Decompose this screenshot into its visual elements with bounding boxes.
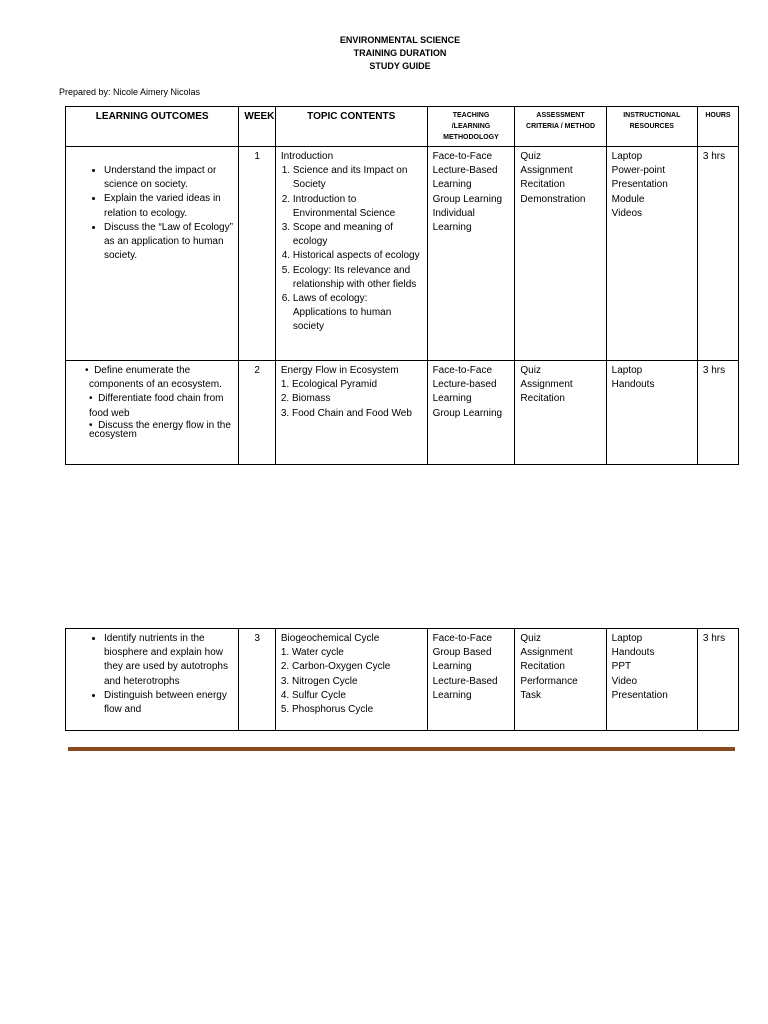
header-assessment: ASSESSMENT CRITERIA / METHOD [515,107,606,147]
topic-contents-cell [275,361,427,465]
assessment-item: Quiz [520,633,541,644]
footer-divider [68,747,735,751]
resources-cell [606,361,697,465]
topic-contents-cell [275,147,427,361]
table-row [66,361,739,465]
header-hours: HOURS [697,107,738,147]
table-row [66,147,739,361]
methodology-cell [427,629,515,731]
assessment-item: Recitation [520,393,565,405]
resource-item: Power-point Presentation [611,165,668,191]
learning-outcomes-cell [66,147,239,361]
outcome-item: • Differentiate food chain from food web [89,392,233,420]
methodology-cell [427,147,515,361]
outcome-item: • Explain the varied ideas in relation to ecology. [104,192,233,220]
method-item: Face-to-Face [432,151,493,162]
prepared-by: Prepared by: Nicole Aimery Nicolas [59,87,201,97]
resources-cell [606,629,697,731]
assessment-item: Assignment [520,165,573,177]
hours-cell: 3 hrs [697,361,738,465]
topic-item: 6. Laws of ecology: Applications to human society [293,292,422,335]
method-item: Group Based Learning [432,647,492,673]
resource-item: Module [611,193,645,205]
assessment-item: Quiz [520,151,541,162]
header-learning-outcomes: LEARNING OUTCOMES [66,107,239,147]
assessment-item: Assignment [520,647,573,659]
topic-item: 3. Scope and meaning of ecology [293,221,422,249]
method-item: Individual Learning [432,207,475,234]
table-row [66,629,739,731]
week-cell: 2 [239,361,276,465]
week-cell: 3 [239,629,276,731]
assessment-cell [515,361,606,465]
week-cell: 1 [239,147,276,361]
assessment-cell [515,629,606,731]
outcome-item: • Discuss the “Law of Ecology” as an application to human society. [104,221,233,264]
topic-item: 5. Ecology: Its relevance and relationship with other fields [293,264,422,292]
resource-item: PPT [611,661,632,673]
assessment-item: Performance Task [520,675,578,701]
outcome-item: • Discuss the energy flow in the ecosystem [89,421,233,439]
resource-item: Laptop [611,633,643,644]
method-item: Lecture-Based Learning [432,675,498,701]
topic-item: 1. Water cycle [280,647,344,659]
topic-item: 4. Historical aspects of ecology [293,249,422,263]
outcome-item: • Identify nutrients in the biosphere and explain how they are used by autotrophs and heterotrophs [104,632,233,689]
resources-cell [606,147,697,361]
resource-item: Video Presentation [611,675,668,701]
method-item: Face-to-Face [432,365,493,376]
learning-outcomes-cell [66,629,239,731]
resource-item: Handouts [611,647,655,659]
topic-item: 1. Ecological Pyramid [280,379,378,391]
method-item: Lecture-Based Learning [432,165,498,191]
resource-item: Laptop [611,151,643,162]
header-week: WEEK [239,107,276,147]
topic-item: 4. Sulfur Cycle [280,689,346,701]
topic-item: 1. Science and its Impact on Society [293,164,422,192]
assessment-item: Assignment [520,379,573,391]
topic-item: 3. Food Chain and Food Web [280,407,412,419]
hours-cell: 3 hrs [697,629,738,731]
topic-item: 5. Phosphorus Cycle [280,704,374,716]
document-title [0,34,768,73]
assessment-item: Recitation [520,179,565,191]
assessment-item: Recitation [520,661,565,673]
method-item: Face-to-Face [432,633,493,644]
topic-item: 2. Biomass [280,393,331,405]
outcome-item: • Distinguish between energy flow and [104,689,233,717]
topic-heading: Energy Flow in Ecosystem [280,365,399,376]
title-line-2: TRAINING DURATION [353,48,447,58]
study-guide-table-continued [65,628,739,731]
assessment-item: Quiz [520,365,541,376]
assessment-item: Demonstration [520,193,586,205]
assessment-cell [515,147,606,361]
methodology-cell [427,361,515,465]
method-item: Group Learning [432,193,503,205]
topic-item: 3. Nitrogen Cycle [280,675,358,687]
topic-item: 2. Introduction to Environmental Science [293,193,422,221]
resource-item: Handouts [611,379,655,391]
topic-item: 2. Carbon-Oxygen Cycle [280,661,391,673]
method-item: Lecture-based Learning [432,379,497,405]
header-teaching-methodology: TEACHING /LEARNING METHODOLOGY [427,107,515,147]
resource-item: Videos [611,207,643,219]
title-line-3: STUDY GUIDE [369,61,431,71]
title-line-1: ENVIRONMENTAL SCIENCE [339,35,461,45]
outcome-item: • Understand the impact or science on society. [104,164,233,192]
header-topic-contents: TOPIC CONTENTS [275,107,427,147]
header-resources: INSTRUCTIONAL RESOURCES [606,107,697,147]
topic-contents-cell [275,629,427,731]
table-header-row [66,107,739,147]
study-guide-table [65,106,739,465]
hours-cell: 3 hrs [697,147,738,361]
learning-outcomes-cell [66,361,239,465]
topic-heading: Biogeochemical Cycle [280,633,380,644]
topic-heading: Introduction [280,151,334,162]
outcome-item: • Define enumerate the components of an ecosystem. [89,364,233,392]
resource-item: Laptop [611,365,643,376]
method-item: Group Learning [432,407,503,419]
